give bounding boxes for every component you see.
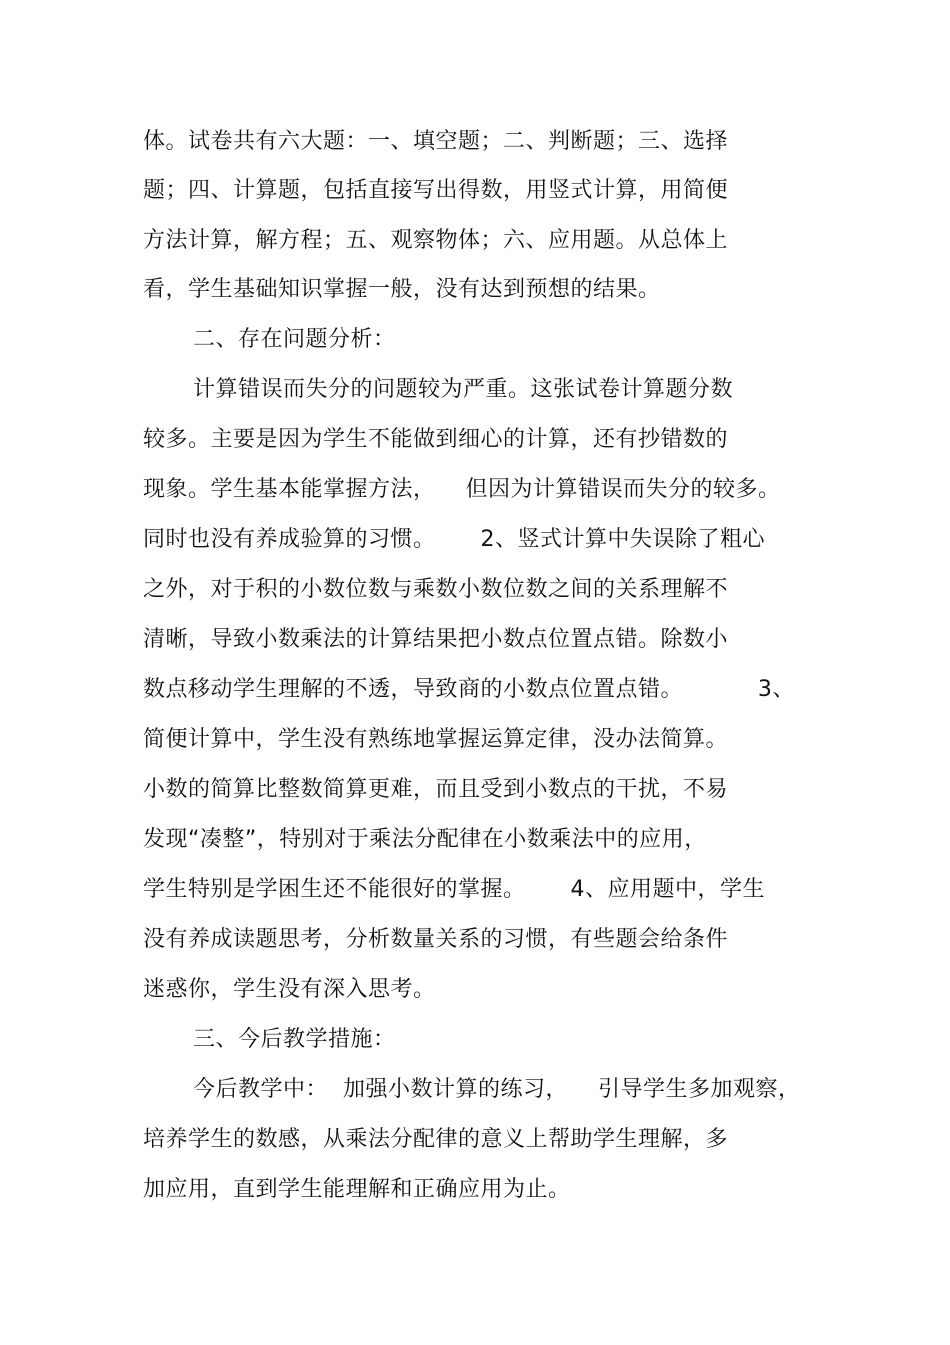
text-line: 发现“凑整”，特别对于乘法分配律在小数乘法中的应用， bbox=[143, 827, 707, 852]
section-heading: 三、今后教学措施： bbox=[193, 1027, 396, 1052]
text-line: 之外，对于积的小数位数与乘数小数位数之间的关系理解不 bbox=[143, 577, 729, 602]
text-line: 迷惑你，学生没有深入思考。 bbox=[143, 977, 436, 1002]
text-line: 没有养成读题思考，分析数量关系的习惯，有些题会给条件 bbox=[143, 927, 729, 952]
text-line: 小数的简算比整数简算更难，而且受到小数点的干扰，不易 bbox=[143, 777, 729, 802]
text-line: 同时也没有养成验算的习惯。 2、竖式计算中失误除了粗心 bbox=[143, 527, 765, 552]
text-line: 题；四、计算题，包括直接写出得数，用竖式计算，用简便 bbox=[143, 178, 729, 203]
text-line: 学生特别是学困生还不能很好的掌握。 4、应用题中，学生 bbox=[143, 877, 765, 902]
text-line: 加应用，直到学生能理解和正确应用为止。 bbox=[143, 1177, 571, 1202]
text-line: 看，学生基础知识掌握一般，没有达到预想的结果。 bbox=[143, 277, 661, 302]
text-line: 较多。主要是因为学生不能做到细心的计算，还有抄错数的 bbox=[143, 427, 729, 452]
text-line: 清晰，导致小数乘法的计算结果把小数点位置点错。除数小 bbox=[143, 627, 729, 652]
text-line: 现象。学生基本能掌握方法， 但因为计算错误而失分的较多。 bbox=[143, 477, 781, 502]
text-line: 方法计算，解方程；五、观察物体；六、应用题。从总体上 bbox=[143, 228, 729, 253]
text-line: 今后教学中： 加强小数计算的练习， 引导学生多加观察， bbox=[193, 1077, 801, 1102]
text-line: 体。试卷共有六大题：一、填空题；二、判断题；三、选择 bbox=[143, 129, 729, 154]
text-line: 数点移动学生理解的不透，导致商的小数点位置点错。 3、 bbox=[143, 677, 795, 702]
text-line: 培养学生的数感，从乘法分配律的意义上帮助学生理解，多 bbox=[143, 1127, 729, 1152]
text-line: 简便计算中，学生没有熟练地掌握运算定律，没办法简算。 bbox=[143, 727, 729, 752]
text-line: 计算错误而失分的问题较为严重。这张试卷计算题分数 bbox=[193, 377, 734, 402]
section-heading: 二、存在问题分析： bbox=[193, 327, 396, 352]
